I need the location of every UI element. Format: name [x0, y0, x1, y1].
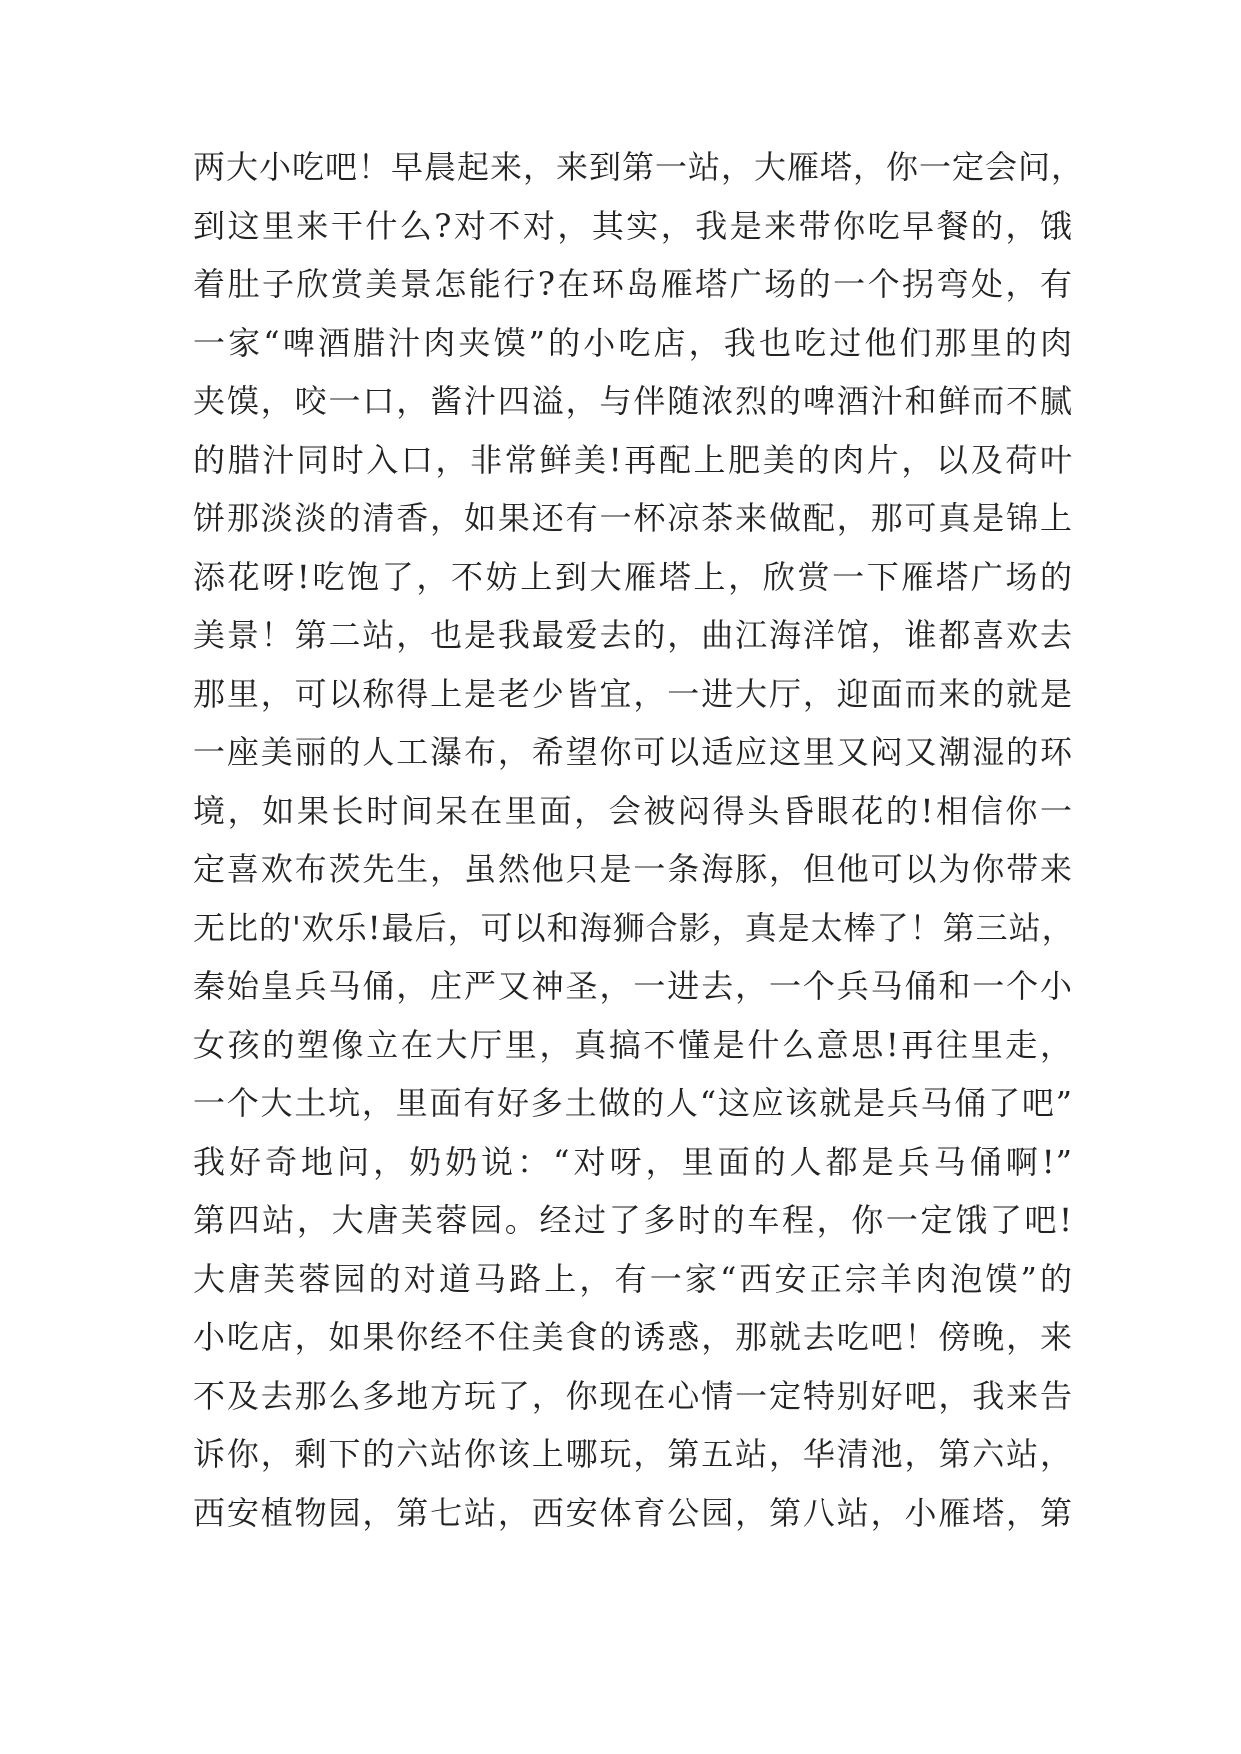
text-line: 大唐芙蓉园的对道马路上，有一家“西安正宗羊肉泡馍”的	[193, 1259, 1073, 1298]
text-line: 西安植物园，第七站，西安体育公园，第八站，小雁塔，第	[193, 1493, 1073, 1532]
text-line: 一座美丽的人工瀑布，希望你可以适应这里又闷又潮湿的环	[193, 733, 1073, 771]
text-line: 两大小吃吧！早晨起来，来到第一站，大雁塔，你一定会问，	[193, 148, 1085, 186]
text-line: 第四站，大唐芙蓉园。经过了多时的车程，你一定饿了吧!	[193, 1201, 1073, 1239]
text-line: 一家“啤酒腊汁肉夹馍”的小吃店，我也吃过他们那里的肉	[193, 323, 1073, 362]
text-line: 我好奇地问，奶奶说：“对呀，里面的人都是兵马俑啊!”	[193, 1142, 1073, 1181]
text-line: 无比的'欢乐!最后，可以和海狮合影，真是太棒了！第三站，	[193, 908, 1075, 947]
text-line: 夹馍，咬一口，酱汁四溢，与伴随浓烈的啤酒汁和鲜而不腻	[193, 382, 1073, 420]
text-line: 的腊汁同时入口，非常鲜美!再配上肥美的肉片，以及荷叶	[193, 440, 1073, 479]
body-text	[193, 138, 1085, 1542]
text-line: 着肚子欣赏美景怎能行?在环岛雁塔广场的一个拐弯处，有	[193, 265, 1073, 303]
text-line: 诉你，剩下的六站你该上哪玩，第五站，华清池，第六站，	[193, 1435, 1073, 1473]
text-line: 美景！第二站，也是我最爱去的，曲江海洋馆，谁都喜欢去	[193, 616, 1073, 654]
text-line: 添花呀!吃饱了，不妨上到大雁塔上，欣赏一下雁塔广场的	[193, 557, 1073, 596]
text-line: 不及去那么多地方玩了，你现在心情一定特别好吧，我来告	[193, 1376, 1073, 1415]
text-line: 境，如果长时间呆在里面，会被闷得头昏眼花的!相信你一	[193, 791, 1073, 830]
text-line: 饼那淡淡的清香，如果还有一杯凉茶来做配，那可真是锦上	[193, 499, 1073, 537]
text-line: 那里，可以称得上是老少皆宜，一进大厅，迎面而来的就是	[193, 674, 1073, 713]
text-line: 小吃店，如果你经不住美食的诱惑，那就去吃吧！傍晚，来	[193, 1318, 1073, 1356]
text-line: 秦始皇兵马俑，庄严又神圣，一进去，一个兵马俑和一个小	[193, 967, 1073, 1005]
text-line: 一个大土坑，里面有好多土做的人“这应该就是兵马俑了吧”	[193, 1084, 1073, 1122]
text-line: 定喜欢布茨先生，虽然他只是一条海豚，但他可以为你带来	[193, 850, 1073, 888]
text-line: 到这里来干什么?对不对，其实，我是来带你吃早餐的，饿	[193, 206, 1073, 245]
text-line: 女孩的塑像立在大厅里，真搞不懂是什么意思!再往里走，	[193, 1025, 1073, 1064]
